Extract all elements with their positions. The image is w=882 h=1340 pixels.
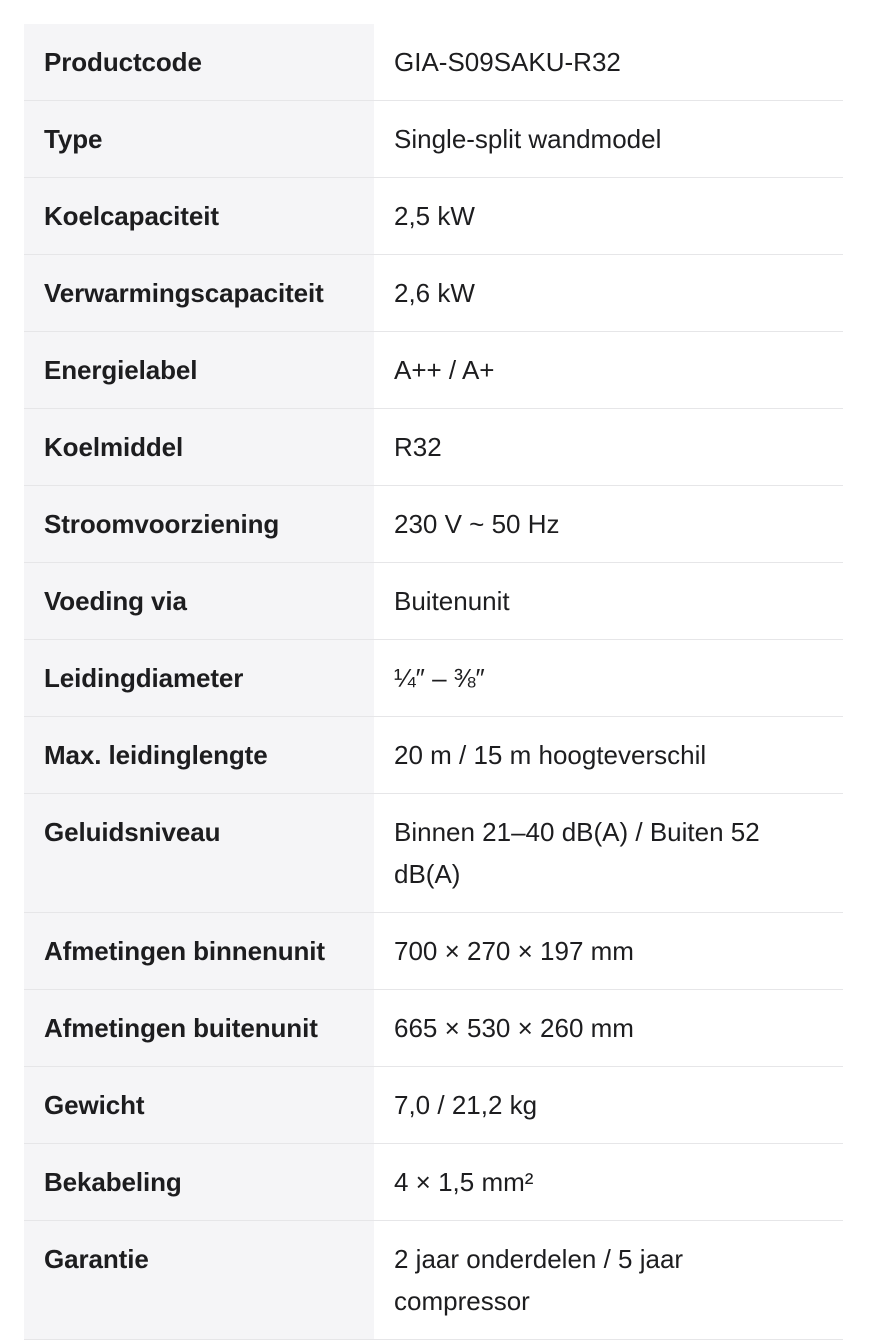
spec-label: Productcode bbox=[24, 24, 374, 101]
spec-value: 700 × 270 × 197 mm bbox=[374, 913, 843, 990]
spec-row-verwarmingscapaciteit bbox=[24, 255, 843, 332]
spec-value: 2 jaar onderdelen / 5 jaar compressor bbox=[374, 1221, 843, 1340]
spec-row-afmetingen-buitenunit bbox=[24, 990, 843, 1067]
spec-label: Leidingdiameter bbox=[24, 640, 374, 717]
spec-value: 2,6 kW bbox=[374, 255, 843, 332]
spec-row-stroomvoorziening bbox=[24, 486, 843, 563]
spec-value: 230 V ~ 50 Hz bbox=[374, 486, 843, 563]
spec-row-koelmiddel bbox=[24, 409, 843, 486]
spec-label: Max. leidinglengte bbox=[24, 717, 374, 794]
spec-label: Type bbox=[24, 101, 374, 178]
spec-label: Koelcapaciteit bbox=[24, 178, 374, 255]
spec-row-type bbox=[24, 101, 843, 178]
spec-row-gewicht bbox=[24, 1067, 843, 1144]
spec-value: ¼″ – ⅜″ bbox=[374, 640, 843, 717]
spec-value: Buitenunit bbox=[374, 563, 843, 640]
spec-label: Koelmiddel bbox=[24, 409, 374, 486]
spec-label: Afmetingen buitenunit bbox=[24, 990, 374, 1067]
spec-label: Bekabeling bbox=[24, 1144, 374, 1221]
spec-row-geluidsniveau bbox=[24, 794, 843, 913]
spec-value: 2,5 kW bbox=[374, 178, 843, 255]
spec-value: 665 × 530 × 260 mm bbox=[374, 990, 843, 1067]
spec-label: Energielabel bbox=[24, 332, 374, 409]
spec-value: 7,0 / 21,2 kg bbox=[374, 1067, 843, 1144]
spec-row-voeding-via bbox=[24, 563, 843, 640]
specifications-table bbox=[24, 24, 843, 1340]
spec-value: 20 m / 15 m hoogteverschil bbox=[374, 717, 843, 794]
spec-row-garantie bbox=[24, 1221, 843, 1340]
spec-value: 4 × 1,5 mm² bbox=[374, 1144, 843, 1221]
spec-row-energielabel bbox=[24, 332, 843, 409]
spec-label: Verwarmingscapaciteit bbox=[24, 255, 374, 332]
spec-row-leidingdiameter bbox=[24, 640, 843, 717]
spec-label: Afmetingen binnenunit bbox=[24, 913, 374, 990]
spec-label: Voeding via bbox=[24, 563, 374, 640]
spec-row-max-leidinglengte bbox=[24, 717, 843, 794]
spec-label: Garantie bbox=[24, 1221, 374, 1340]
spec-row-afmetingen-binnenunit bbox=[24, 913, 843, 990]
spec-value: R32 bbox=[374, 409, 843, 486]
spec-row-productcode bbox=[24, 24, 843, 101]
spec-label: Stroomvoorziening bbox=[24, 486, 374, 563]
spec-value: A++ / A+ bbox=[374, 332, 843, 409]
spec-label: Gewicht bbox=[24, 1067, 374, 1144]
spec-row-koelcapaciteit bbox=[24, 178, 843, 255]
spec-value: GIA-S09SAKU-R32 bbox=[374, 24, 843, 101]
spec-row-bekabeling bbox=[24, 1144, 843, 1221]
spec-value: Single-split wandmodel bbox=[374, 101, 843, 178]
spec-value: Binnen 21–40 dB(A) / Buiten 52 dB(A) bbox=[374, 794, 843, 913]
spec-label: Geluidsniveau bbox=[24, 794, 374, 913]
